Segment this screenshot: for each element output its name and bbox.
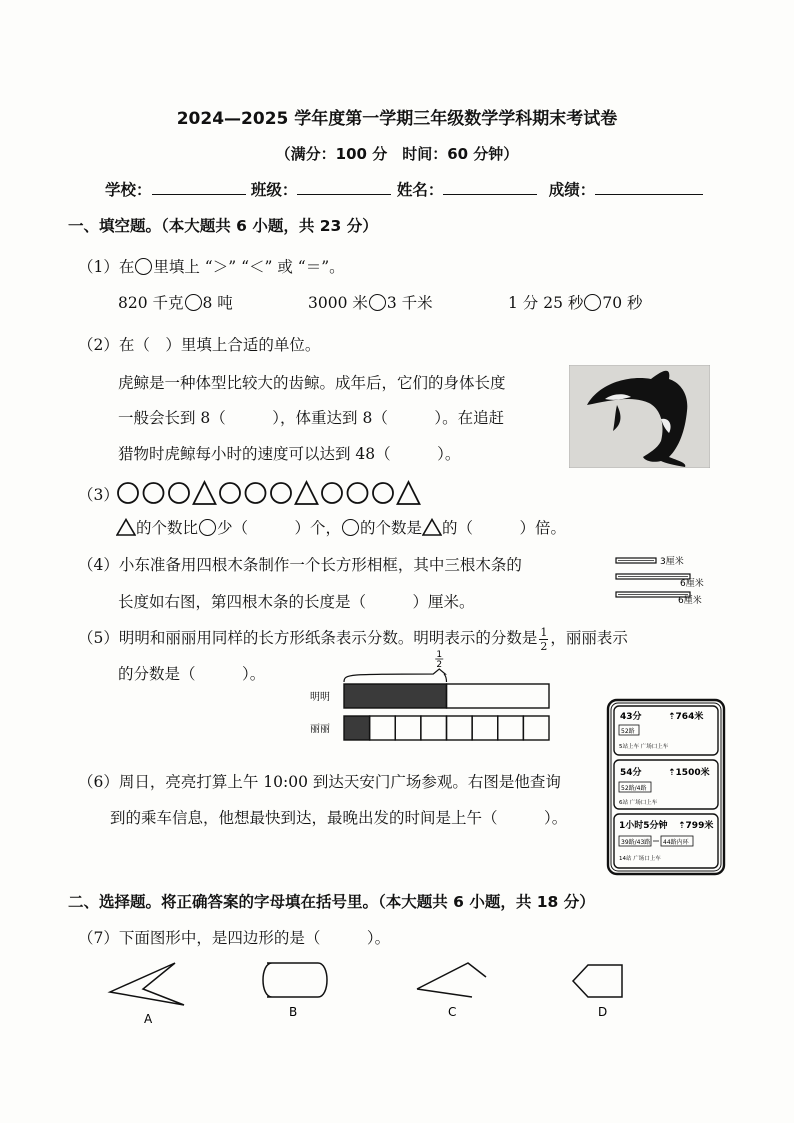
bar-segment: [498, 716, 524, 740]
exam-subtitle: （满分：100 分 时间：60 分钟）: [275, 145, 519, 163]
bar-owner-label: 丽丽: [310, 724, 330, 735]
q2-line: 猎物时虎鲸每小时的速度可以达到 48（ ）。: [118, 445, 461, 463]
svg-text:C: C: [448, 1005, 457, 1019]
svg-text:A: A: [144, 1012, 153, 1026]
q3-question: 的个数比 少（ ）个， 的个数是 的（ ）倍。: [116, 516, 566, 538]
stick-6cm: [616, 574, 704, 589]
name-blank[interactable]: [443, 180, 537, 195]
pentagon-shape: [573, 965, 622, 997]
circle-icon: [342, 519, 359, 536]
bar-owner-label: 明明: [310, 692, 330, 703]
q1-stem: （1）在 里填上 “＞” “＜” 或 “＝”。: [78, 258, 345, 276]
sticks-figure: [612, 552, 718, 608]
answer-circle[interactable]: [185, 294, 202, 311]
option-b[interactable]: [263, 963, 327, 1019]
svg-text:1小时5分钟: 1小时5分钟: [619, 821, 668, 831]
svg-text:⇡1500米: ⇡1500米: [668, 768, 710, 778]
bar-segment: [523, 716, 549, 740]
brace-icon: [344, 669, 447, 682]
svg-text:52路: 52路: [621, 728, 635, 735]
svg-text:6站 广场口上车: 6站 广场口上车: [619, 800, 658, 806]
svg-text:44路内环: 44路内环: [663, 839, 689, 846]
bar-segment: [421, 716, 447, 740]
q2-line: 虎鲸是一种体型比较大的齿鲸。成年后，它们的身体长度: [118, 374, 506, 392]
triangle-icon: [296, 482, 318, 504]
triangle-icon: [422, 518, 442, 536]
bus-routes-figure: [606, 698, 726, 876]
orca-image: [569, 365, 710, 468]
option-d[interactable]: [573, 965, 622, 1019]
svg-text:54分: 54分: [620, 768, 642, 778]
section1-heading: 一、填空题。（本大题共 6 小题，共 23 分）: [68, 217, 378, 235]
q4-line: （4）小东准备用四根木条制作一个长方形相框，其中三根木条的: [78, 556, 522, 574]
circle-icon: [135, 258, 152, 275]
circle-icon: [348, 483, 368, 503]
circle-icon: [271, 483, 291, 503]
svg-text:52路/4路: 52路/4路: [621, 785, 647, 792]
q6-line: （6）周日，亮亮打算上午 10:00 到达天安门广场参观。右图是他查询: [78, 773, 561, 791]
shape-sequence: [116, 480, 426, 506]
stick-label: 6厘米: [678, 596, 702, 606]
circle-icon: [322, 483, 342, 503]
q5-line: 的分数是（ ）。: [118, 665, 266, 683]
bar-segment: [395, 716, 421, 740]
fraction-bars-figure: [308, 648, 558, 743]
answer-circle[interactable]: [369, 294, 386, 311]
triangle-icon: [116, 518, 136, 536]
route-card-3[interactable]: [614, 814, 718, 868]
svg-text:⇡764米: ⇡764米: [668, 712, 704, 722]
score-label: 成绩：: [548, 181, 596, 199]
stick-label: 3厘米: [660, 557, 684, 567]
q5-line: （5）明明和丽丽用同样的长方形纸条表示分数。明明表示的分数是 $\frac{1}{2}$ ，丽丽表示: [78, 625, 628, 653]
circle-icon: [169, 483, 189, 503]
school-blank[interactable]: [152, 180, 246, 195]
svg-text:D: D: [598, 1005, 608, 1019]
svg-text:39路/43路: 39路/43路: [621, 839, 651, 846]
triangle-icon: [194, 482, 216, 504]
stick-3cm: [616, 555, 684, 567]
q1-item: 3000 米 3 千米: [308, 294, 433, 312]
score-blank[interactable]: [595, 180, 703, 195]
circle-icon: [144, 483, 164, 503]
route-card-1[interactable]: [614, 706, 718, 755]
svg-text:43分: 43分: [620, 712, 642, 722]
q4-line: 长度如右图，第四根木条的长度是（ ）厘米。: [118, 593, 475, 611]
section2-heading: 二、选择题。将正确答案的字母填在括号里。（本大题共 6 小题，共 18 分）: [68, 893, 595, 911]
info-row: [105, 178, 703, 200]
svg-text:5站上车 广场口上车: 5站上车 广场口上车: [619, 744, 669, 750]
answer-circle[interactable]: [584, 294, 601, 311]
stick-6cm: [616, 592, 702, 606]
shaded-segment: [344, 684, 447, 708]
bar-segment: [370, 716, 396, 740]
circle-icon: [246, 483, 266, 503]
circle-icon: [118, 483, 138, 503]
shaded-segment: [344, 716, 370, 740]
bar-segment: [472, 716, 498, 740]
class-label: 班级：: [250, 181, 298, 199]
option-a[interactable]: [110, 963, 184, 1026]
svg-text:B: B: [289, 1005, 298, 1019]
rounded-shape: [263, 963, 327, 997]
q6-line: 到的乘车信息，他想最快到达，最晚出发的时间是上午（ ）。: [110, 809, 568, 827]
bar-segment: [447, 716, 473, 740]
concave-quadrilateral-shape: [110, 963, 184, 1005]
q2-stem: （2）在（ ）里填上合适的单位。: [78, 336, 321, 354]
q2-line: 一般会长到 8（ ），体重达到 8（ ）。在追赶: [118, 409, 505, 427]
route-card-2[interactable]: [614, 760, 718, 809]
fraction-one-half: $\frac{1}{2}$: [540, 625, 548, 653]
q3-label: （3）: [78, 486, 119, 504]
option-c[interactable]: [417, 963, 486, 1019]
exam-title: 2024—2025 学年度第一学期三年级数学学科期末考试卷: [176, 109, 618, 129]
name-label: 姓名：: [396, 181, 444, 199]
bar-segment: [447, 684, 550, 708]
svg-text:14站 广场口上车: 14站 广场口上车: [619, 856, 661, 862]
school-label: 学校：: [105, 181, 152, 199]
circle-icon: [199, 519, 216, 536]
class-blank[interactable]: [297, 180, 391, 195]
q1-item: 1 分 25 秒 70 秒: [508, 294, 643, 312]
brace-fraction-den: 2: [436, 660, 443, 670]
q1-item: 820 千克 8 吨: [118, 294, 233, 312]
triangle-icon: [398, 482, 420, 504]
open-shape: [417, 963, 486, 997]
q7-stem: （7）下面图形中，是四边形的是（ ）。: [78, 929, 391, 947]
circle-icon: [373, 483, 393, 503]
svg-text:⇡799米: ⇡799米: [678, 821, 714, 831]
brace-fraction-num: 1: [436, 650, 443, 660]
stick-label: 6厘米: [680, 579, 704, 589]
circle-icon: [220, 483, 240, 503]
q7-shapes: [100, 955, 640, 1030]
